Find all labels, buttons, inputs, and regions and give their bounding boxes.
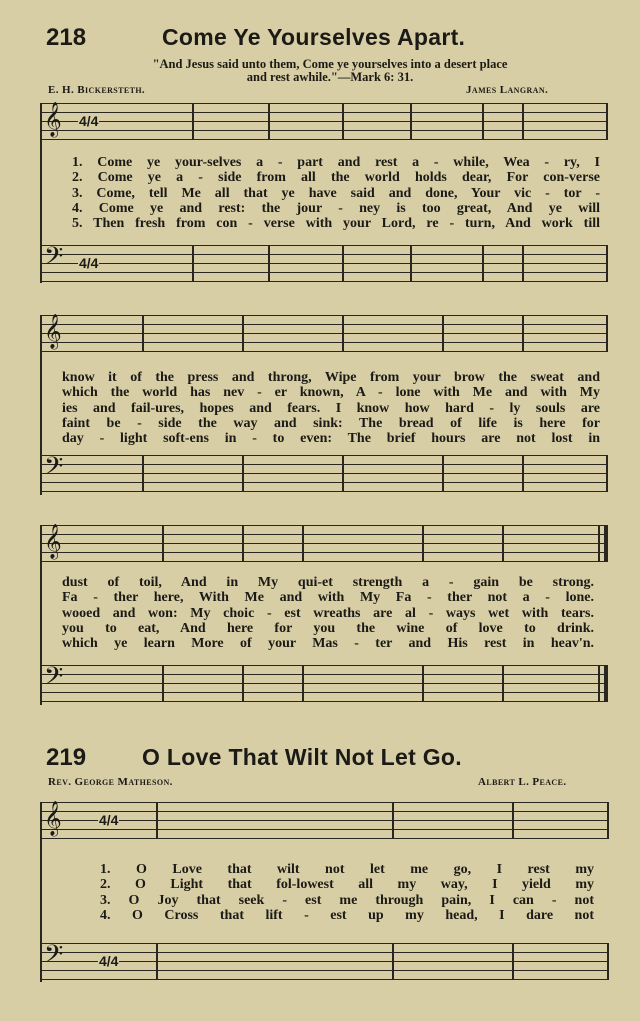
- verse-line: ies and fail-ures, hopes and fears. I know how hard - ly souls are: [62, 400, 600, 416]
- hymn-title: Come Ye Yourselves Apart.: [162, 24, 466, 50]
- scripture-quote: [90, 58, 570, 84]
- verse-line: you to eat, And here for you the wine of love to drink.: [62, 620, 594, 636]
- treble-staff: [42, 525, 608, 562]
- verse-line: faint be - side the way and sink: The bread of life is here for: [62, 415, 600, 431]
- bass-staff: [42, 245, 608, 282]
- bass-clef-icon: 𝄢: [44, 941, 64, 974]
- lyrics-block: [72, 155, 600, 231]
- verse-line: 1. O Love that wilt not let me go, I rest my: [100, 862, 594, 877]
- verse-line: which the world has nev - er known, A - lone with Me and with My: [62, 385, 600, 401]
- verse-line: Fa - ther here, With Me and with My Fa - ther not a - lone.: [62, 590, 594, 606]
- verse-line: 3. Come, tell Me all that ye have said and done, Your vic - tor -: [72, 185, 600, 201]
- bass-clef-icon: 𝄢: [44, 453, 64, 486]
- lyrics-block: [100, 862, 594, 923]
- treble-staff: [42, 103, 608, 140]
- time-signature: 4/4: [99, 953, 119, 969]
- bass-staff: [42, 665, 608, 702]
- treble-clef-icon: 𝄞: [44, 103, 62, 136]
- bass-clef-icon: 𝄢: [44, 663, 64, 696]
- time-signature: 4/4: [79, 113, 99, 129]
- treble-clef-icon: 𝄞: [44, 802, 62, 835]
- verse-line: 5. Then fresh from con - verse with your Lord, re - turn, And work till: [72, 216, 600, 232]
- bass-staff: [42, 455, 608, 492]
- bass-staff: [42, 943, 608, 980]
- verse-line: know it of the press and throng, Wipe from your brow the sweat and: [62, 370, 600, 385]
- verse-line: 2. O Light that fol-lowest all my way, I yield my: [100, 877, 594, 893]
- bass-clef-icon: 𝄢: [44, 243, 64, 276]
- verse-line: 1. Come ye your-selves a - part and rest a - while, Wea - ry, I: [72, 155, 600, 170]
- treble-clef-icon: 𝄞: [44, 525, 62, 558]
- scripture-line: "And Jesus said unto them, Come ye yourselves into a desert place: [152, 57, 508, 71]
- lyrics-block: [62, 370, 600, 446]
- hymn-number: 219: [46, 744, 87, 771]
- words-author: Rev. George Matheson.: [48, 776, 173, 788]
- music-composer: Albert L. Peace.: [478, 776, 567, 788]
- scripture-line: and rest awhile."—Mark 6: 31.: [246, 70, 414, 84]
- treble-staff: [42, 802, 608, 839]
- treble-staff: [42, 315, 608, 352]
- hymn-title: O Love That Wilt Not Let Go.: [142, 744, 462, 770]
- verse-line: day - light soft-ens in - to even: The brief hours are not lost in: [62, 431, 600, 447]
- verse-line: dust of toil, And in My qui-et strength a - gain be strong.: [62, 575, 594, 590]
- time-signature: 4/4: [99, 812, 119, 828]
- time-signature: 4/4: [79, 255, 99, 271]
- verse-line: 3. O Joy that seek - est me through pain, I can - not: [100, 892, 594, 908]
- verse-line: wooed and won: My choic - est wreaths are al - ways wet with tears.: [62, 605, 594, 621]
- hymn-number: 218: [46, 24, 87, 51]
- verse-line: 2. Come ye a - side from all the world holds dear, For con-verse: [72, 170, 600, 186]
- verse-line: 4. O Cross that lift - est up my head, I dare not: [100, 907, 594, 923]
- lyrics-block: [62, 575, 594, 651]
- music-composer: James Langran.: [466, 84, 549, 96]
- verse-line: 4. Come ye and rest: the jour - ney is too great, And ye will: [72, 200, 600, 216]
- words-author: E. H. Bickersteth.: [48, 84, 146, 96]
- verse-line: which ye learn More of your Mas - ter and His rest in heav'n.: [62, 636, 594, 652]
- treble-clef-icon: 𝄞: [44, 315, 62, 348]
